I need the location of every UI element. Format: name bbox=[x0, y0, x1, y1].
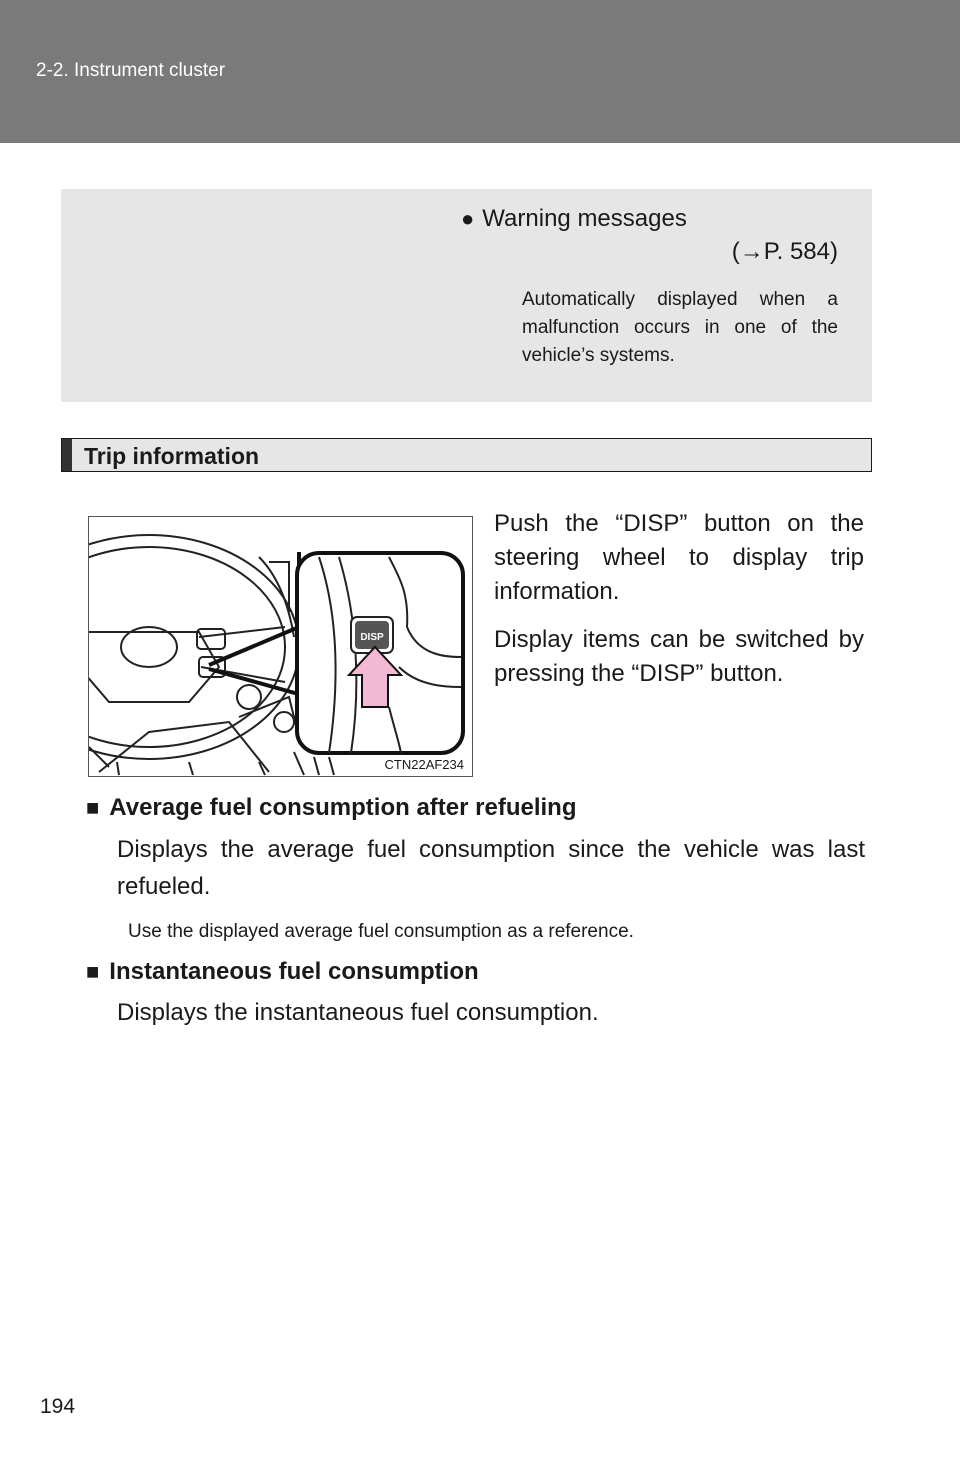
page-header bbox=[0, 0, 960, 143]
item-note: Use the displayed average fuel consumption as a reference. bbox=[128, 921, 634, 942]
square-bullet-icon: ■ bbox=[86, 795, 100, 820]
item-description: Displays the instantaneous fuel consumption. bbox=[117, 999, 599, 1026]
section-title: 2-2. Instrument cluster bbox=[36, 60, 226, 81]
warning-messages-note: Automatically displayed when a malfunction occurs in one of the vehicle’s systems. bbox=[522, 289, 838, 366]
warning-messages-item bbox=[461, 205, 687, 233]
item-title-text: Average fuel consumption after refueling bbox=[109, 794, 577, 821]
disp-button-label: DISP bbox=[360, 632, 384, 643]
section-heading: Trip information bbox=[84, 443, 260, 469]
figure-code: CTN22AF234 bbox=[384, 757, 464, 772]
section-heading-bar bbox=[61, 438, 872, 472]
page-reference-link[interactable]: (→P. 584) bbox=[731, 238, 838, 265]
page-number: 194 bbox=[40, 1395, 76, 1418]
heading-accent bbox=[62, 439, 72, 471]
bullet-icon: ● bbox=[461, 206, 475, 231]
intro-paragraph: Push the “DISP” button on the steering wheel to display trip information. bbox=[494, 510, 864, 605]
steering-wheel-illustration bbox=[88, 516, 473, 777]
square-bullet-icon: ■ bbox=[86, 959, 100, 984]
steering-wheel-drawing bbox=[89, 517, 472, 776]
switch-paragraph: Display items can be switched by pressing the “DISP” button. bbox=[494, 626, 864, 687]
item-description: Displays the average fuel consumption since the vehicle was last refueled. bbox=[117, 836, 865, 900]
item-title bbox=[86, 958, 479, 986]
item-title bbox=[86, 794, 577, 822]
item-title-text: Instantaneous fuel consumption bbox=[109, 958, 479, 985]
warning-messages-title: Warning messages bbox=[482, 205, 687, 232]
